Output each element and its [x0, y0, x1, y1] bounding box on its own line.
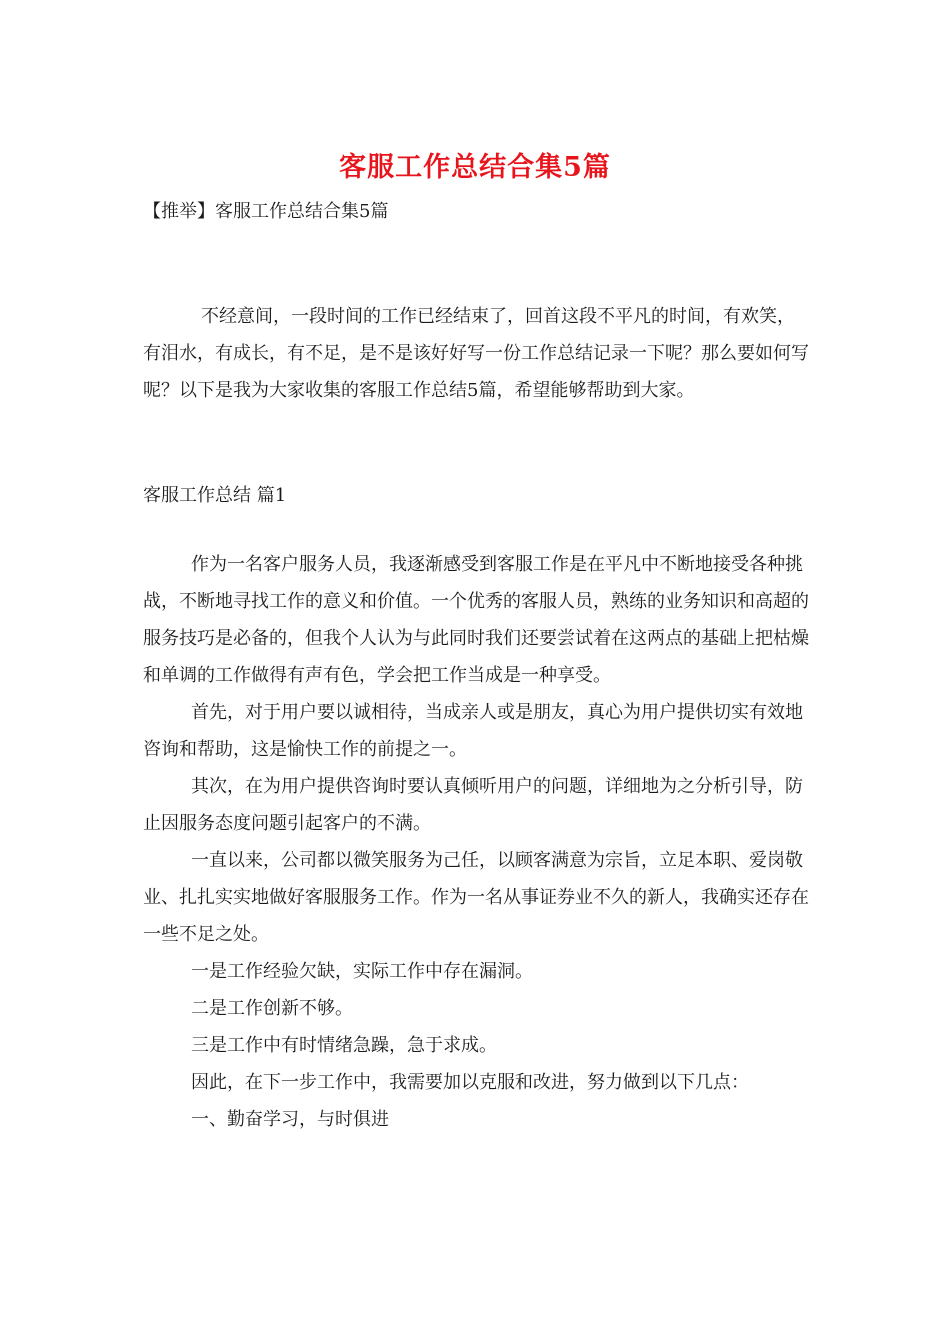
intro-paragraph [143, 298, 811, 409]
body-paragraph: 因此，在下一步工作中，我需要加以克服和改进，努力做到以下几点： [191, 1072, 749, 1093]
body-paragraph: 作为一名客户服务人员，我逐渐感受到客服工作是在平凡中不断地接受各种挑战，不断地寻找工作的意义和价值。一个优秀的客服人员，熟练的业务知识和高超的服务技巧是必备的，但我个人认为与此同时我们还要尝试着在这两点的基础上把枯燥和单调的工作做得有声有色，学会把工作当成是一种享受。 [143, 554, 809, 686]
body-paragraph: 首先，对于用户要以诚相待，当成亲人或是朋友，真心为用户提供切实有效地咨询和帮助，这是愉快工作的前提之一。 [143, 702, 803, 760]
body-paragraph: 一是工作经验欠缺，实际工作中存在漏洞。 [191, 961, 533, 982]
section-body [143, 546, 818, 1138]
section-heading: 客服工作总结 篇1 [143, 485, 287, 506]
body-paragraph: 三是工作中有时情绪急躁，急于求成。 [191, 1035, 497, 1056]
body-paragraph: 其次，在为用户提供咨询时要认真倾听用户的问题，详细地为之分析引导，防止因服务态度问题引起客户的不满。 [143, 776, 803, 834]
body-paragraph: 二是工作创新不够。 [191, 998, 353, 1019]
body-paragraph: 一直以来，公司都以微笑服务为己任，以顾客满意为宗旨，立足本职、爱岗敬业、扎扎实实地做好客服服务工作。作为一名从事证券业不久的新人，我确实还存在一些不足之处。 [143, 850, 809, 945]
document-subtitle: 【推举】客服工作总结合集5篇 [143, 201, 389, 222]
document-title: 客服工作总结合集5篇 [339, 152, 611, 183]
body-paragraph: 一、勤奋学习，与时俱进 [191, 1109, 389, 1130]
intro-text: 不经意间，一段时间的工作已经结束了，回首这段不平凡的时间，有欢笑，有泪水，有成长，有不足，是不是该好好写一份工作总结记录一下呢？那么要如何写呢？以下是我为大家收集的客服工作总结5篇，希望能够帮助到大家。 [143, 306, 809, 401]
